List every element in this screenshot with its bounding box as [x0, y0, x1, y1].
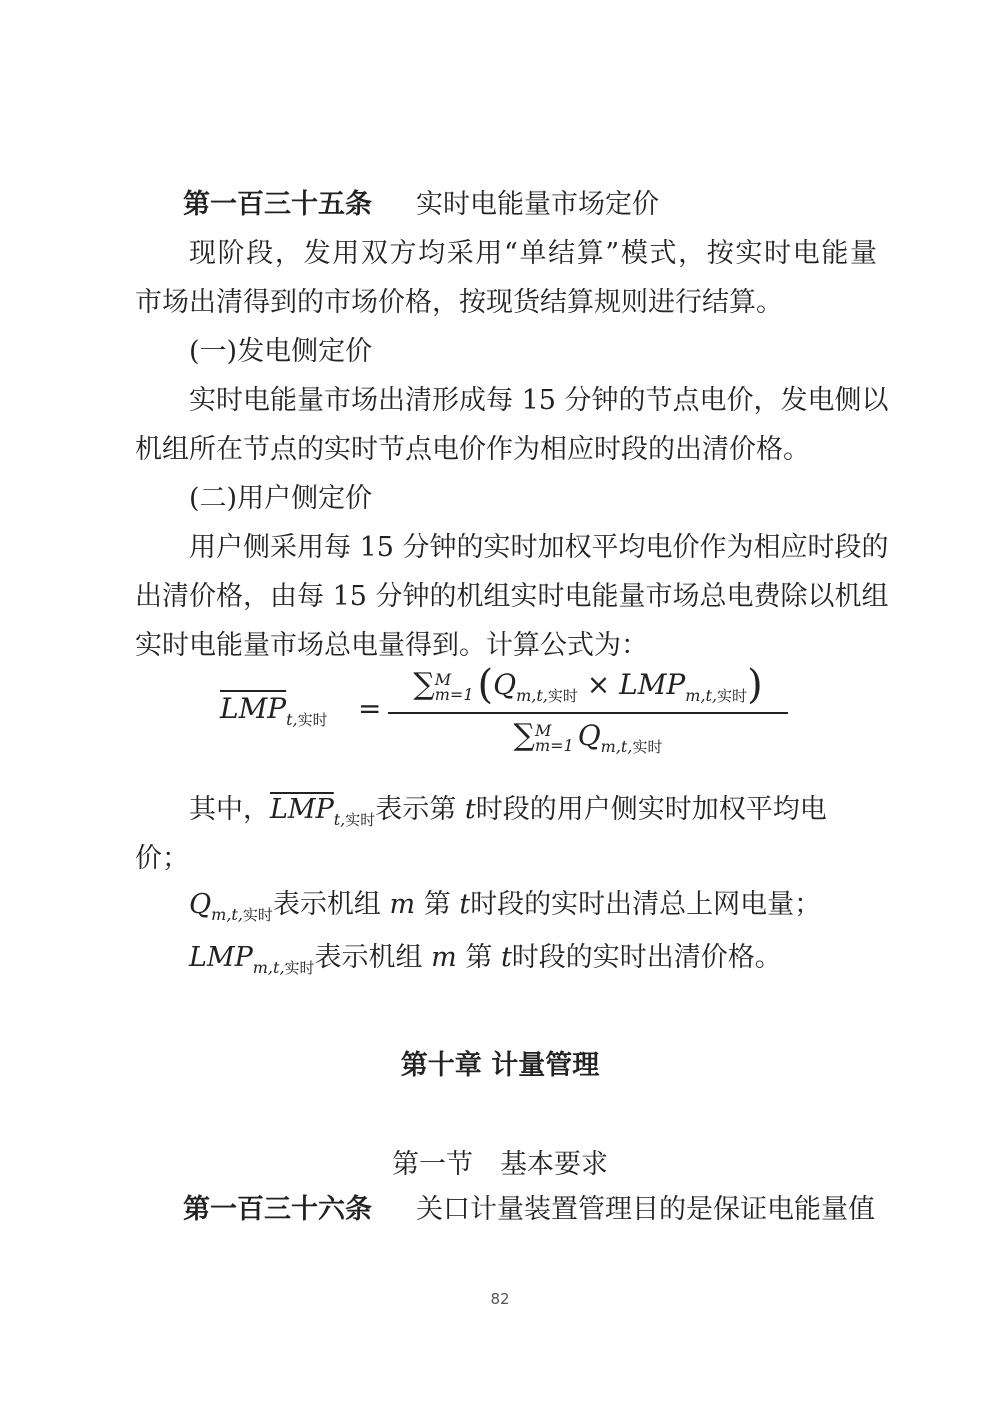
section-title: 第一节 基本要求 [392, 1149, 608, 1180]
page-number: 82 [490, 1290, 510, 1308]
formula-lhs-symbol: $\overline{LMP}$ [220, 692, 287, 725]
article-136-heading-line [183, 1190, 925, 1230]
paragraph-line: 现阶段，发用双方均采用“单结算”模式，按实时电能量 [189, 238, 877, 269]
paragraph-line: 用户侧采用每 15 分钟的实时加权平均电价作为相应时段的 [189, 532, 889, 563]
explanation-line: 其中，$\overline{LMP}_{t,实时}$表示第 t时段的用户侧实时加权平均电 [189, 794, 827, 829]
subsection-title: (二)用户侧定价 [189, 483, 373, 514]
formula-equals: = [358, 692, 382, 725]
article-136-text: 关口计量装置管理目的是保证电能量值 [416, 1194, 875, 1225]
explanation-line: $Q_{m,t,实时}$表示机组 m 第 t时段的实时出清总上网电量； [189, 889, 822, 924]
paragraph-line: 实时电能量市场出清形成每 15 分钟的节点电价，发电侧以 [189, 385, 889, 416]
article-135-heading-line [183, 185, 925, 225]
article-135-title: 实时电能量市场定价 [416, 189, 659, 220]
lmp-formula [220, 662, 800, 772]
subsection-title: (一)发电侧定价 [189, 336, 373, 367]
formula-lhs [220, 692, 328, 729]
article-135-number: 第一百三十五条 [183, 189, 372, 220]
fraction-bar [388, 712, 788, 714]
explanation-line: 价； [135, 843, 189, 874]
paragraph-line: 实时电能量市场总电量得到。计算公式为： [135, 630, 648, 661]
formula-lhs-subscript: t,实时 [286, 710, 328, 729]
sum-symbol: ∑ [413, 667, 435, 702]
paragraph-line: 出清价格，由每 15 分钟的机组实时电能量市场总电费除以机组 [135, 581, 889, 612]
paragraph-line: 机组所在节点的实时节点电价作为相应时段的出清价格。 [135, 434, 810, 465]
article-136-number: 第一百三十六条 [183, 1194, 372, 1225]
sum-limits: M m=1 [434, 669, 474, 704]
formula-denominator: ∑ M m=1 $Q_{m,t,实时}$ [513, 718, 663, 756]
paragraph-line: 市场出清得到的市场价格，按现货结算规则进行结算。 [135, 287, 783, 318]
formula-numerator: ∑ M m=1 $(Q_{m,t,实时} \times LMP_{m,t,实时})$ [413, 662, 763, 708]
chapter-title: 第十章 计量管理 [400, 1050, 600, 1081]
explanation-line: $LMP_{m,t,实时}$表示机组 m 第 t时段的实时出清价格。 [189, 942, 782, 977]
